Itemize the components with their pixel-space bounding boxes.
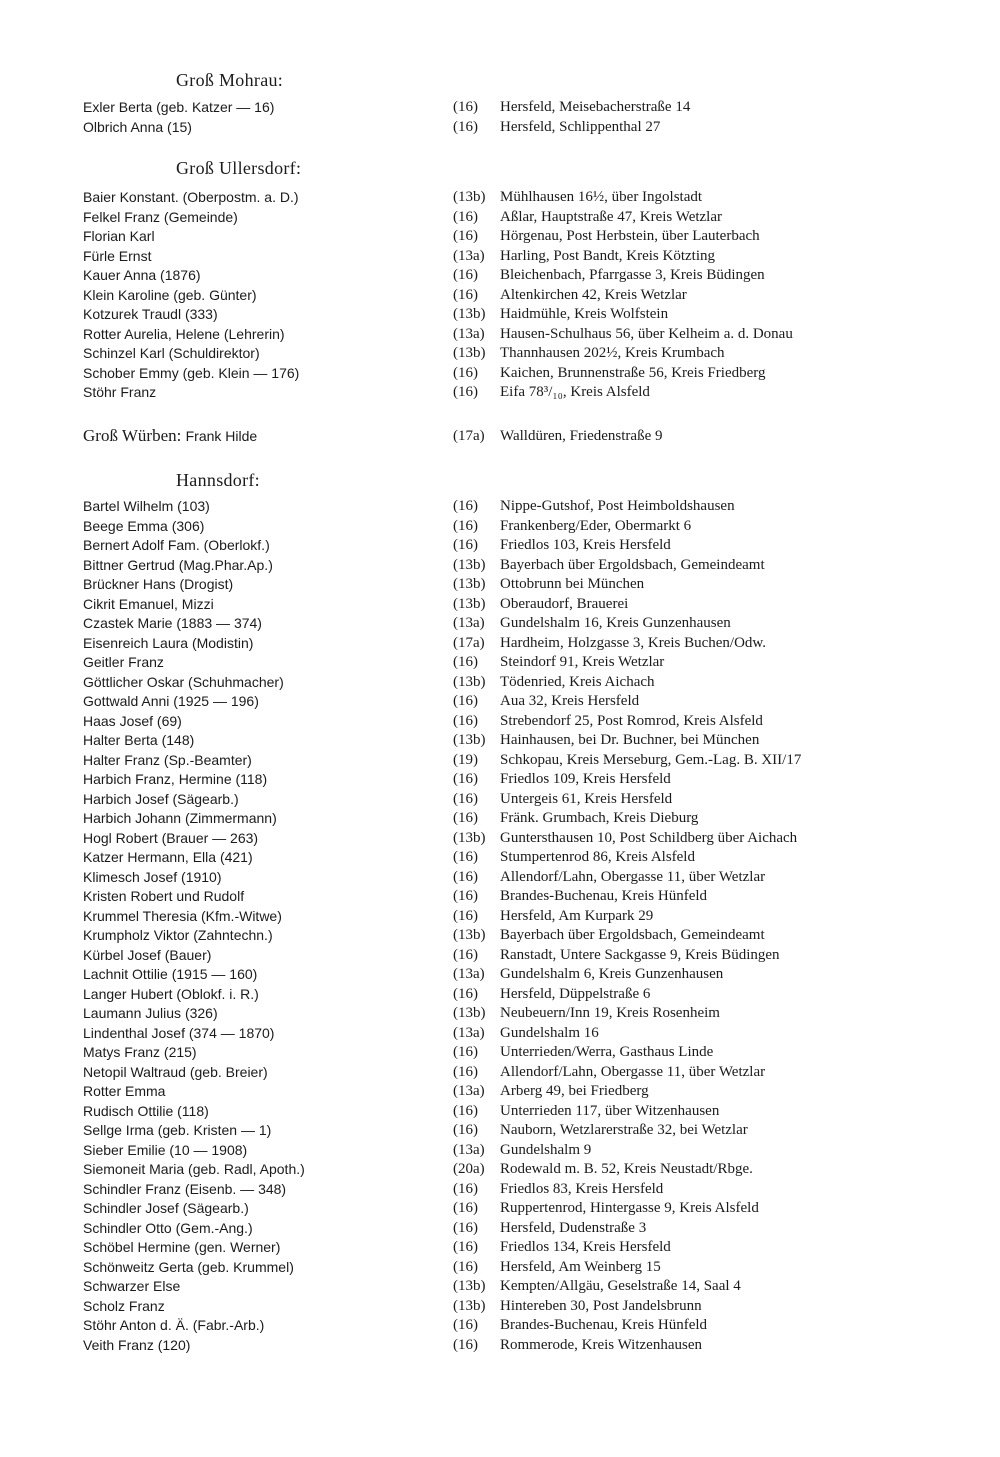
entry-address: Ruppertenrod, Hintergasse 9, Kreis Alsfeld <box>500 1200 759 1216</box>
entry-address: Nauborn, Wetzlarerstraße 32, bei Wetzlar <box>500 1122 748 1138</box>
list-item <box>0 653 1000 673</box>
entry-address: Gundelshalm 6, Kreis Gunzenhausen <box>500 966 724 982</box>
list-item <box>0 556 1000 576</box>
entry-name: Czastek Marie (1883 — 374) <box>83 615 262 631</box>
list-item <box>0 790 1000 810</box>
entry-address: Steindorf 91, Kreis Wetzlar <box>500 654 665 670</box>
entry-name: Langer Hubert (Oblokf. i. R.) <box>83 985 259 1002</box>
entry-postal-code: (13a) <box>453 325 485 342</box>
entry-address: Bleichenbach, Pfarrgasse 3, Kreis Büdingen <box>500 267 765 283</box>
entry-name: Krummel Theresia (Kfm.-Witwe) <box>83 907 282 924</box>
entry-name: Schwarzer Else <box>83 1278 181 1294</box>
section-heading-label: Groß Würben: <box>83 426 182 445</box>
entry-postal-code: (16) <box>453 364 478 381</box>
list-item <box>0 965 1000 985</box>
list-item <box>0 868 1000 888</box>
list-item <box>0 1121 1000 1141</box>
section-heading-hannsdorf: Hannsdorf: <box>176 470 260 490</box>
entry-address: Walldüren, Friedenstraße 9 <box>500 428 663 444</box>
entry-name: Klein Karoline (geb. Günter) <box>83 286 257 303</box>
list-item <box>0 926 1000 946</box>
entry-name: Siemoneit Maria (geb. Radl, Apoth.) <box>83 1161 305 1177</box>
list-item <box>0 98 1000 118</box>
entry-postal-code: (16) <box>453 1239 478 1255</box>
entry-postal-code: (13a) <box>453 1083 485 1099</box>
entry-postal-code: (16) <box>453 712 478 729</box>
entry-address: Allendorf/Lahn, Obergasse 11, über Wetzlar <box>500 1063 766 1080</box>
entry-name: Kristen Robert und Rudolf <box>83 888 245 904</box>
list-item <box>0 1316 1000 1336</box>
entry-address: Guntersthausen 10, Post Schildberg über Aichach <box>500 829 798 846</box>
entry-address: Rodewald m. B. 52, Kreis Neustadt/Rbge. <box>500 1161 753 1177</box>
entry-postal-code: (13a) <box>453 247 485 264</box>
entry-address: Schkopau, Kreis Merseburg, Gem.-Lag. B. XII/17 <box>500 751 802 768</box>
entry-address: Gundelshalm 16, Kreis Gunzenhausen <box>500 615 731 631</box>
entry-name: Gottwald Anni (1925 — 196) <box>83 693 259 709</box>
entry-postal-code: (16) <box>453 1180 478 1197</box>
entry-name: Rotter Aurelia, Helene (Lehrerin) <box>83 325 285 342</box>
entry-postal-code: (19) <box>453 751 478 768</box>
entry-name: Schöbel Hermine (gen. Werner) <box>83 1239 281 1255</box>
entry-address: Hintereben 30, Post Jandelsbrunn <box>500 1297 702 1314</box>
entry-address: Hainhausen, bei Dr. Buchner, bei München <box>500 732 760 748</box>
entry-address: Gundelshalm 9 <box>500 1141 592 1158</box>
list-item <box>0 517 1000 537</box>
entry-name: Klimesch Josef (1910) <box>83 868 222 885</box>
list-item <box>0 1043 1000 1063</box>
entry-postal-code: (13a) <box>453 1024 485 1041</box>
entry-postal-code: (17a) <box>453 634 485 651</box>
list-item <box>0 188 1000 208</box>
list-item <box>0 305 1000 325</box>
list-item <box>0 751 1000 771</box>
list-item <box>0 1219 1000 1239</box>
list-item <box>0 266 1000 286</box>
entry-name: Brückner Hans (Drogist) <box>83 576 234 592</box>
entry-postal-code: (13b) <box>453 1005 486 1021</box>
entry-address: Aßlar, Hauptstraße 47, Kreis Wetzlar <box>500 208 723 225</box>
entry-postal-code: (16) <box>453 946 478 963</box>
entry-name: Haas Josef (69) <box>83 712 182 729</box>
entry-postal-code: (16) <box>453 849 478 865</box>
entry-address: Allendorf/Lahn, Obergasse 11, über Wetzlar <box>500 868 766 885</box>
entry-name: Kauer Anna (1876) <box>83 267 201 283</box>
entry-address: Hörgenau, Post Herbstein, über Lauterbach <box>500 228 760 244</box>
list-item <box>0 364 1000 384</box>
entry-name: Matys Franz (215) <box>83 1044 197 1060</box>
list-item <box>0 1160 1000 1180</box>
list-item <box>0 692 1000 712</box>
entry-postal-code: (16) <box>453 286 478 303</box>
list-item <box>0 595 1000 615</box>
entry-postal-code: (13b) <box>453 306 486 322</box>
entry-postal-code: (16) <box>453 537 478 553</box>
entry-address: Altenkirchen 42, Kreis Wetzlar <box>500 286 687 303</box>
entry-address: Harling, Post Bandt, Kreis Kötzting <box>500 247 715 264</box>
entry-address: Friedlos 134, Kreis Hersfeld <box>500 1239 671 1255</box>
list-item <box>0 536 1000 556</box>
entry-name: Schinzel Karl (Schuldirektor) <box>83 345 260 361</box>
entry-postal-code: (16) <box>453 771 478 787</box>
entry-address: Mühlhausen 16½, über Ingolstadt <box>500 189 703 205</box>
entry-postal-code: (13b) <box>453 732 486 748</box>
list-item <box>0 614 1000 634</box>
entry-address: Unterrieden/Werra, Gasthaus Linde <box>500 1044 714 1060</box>
entry-name: Bartel Wilhelm (103) <box>83 498 210 514</box>
entry-address: Aua 32, Kreis Hersfeld <box>500 693 640 709</box>
list-item <box>0 829 1000 849</box>
list-item <box>0 497 1000 517</box>
entry-name: Frank Hilde <box>185 428 258 444</box>
entry-address: Friedlos 109, Kreis Hersfeld <box>500 771 671 787</box>
entry-name: Exler Berta (geb. Katzer — 16) <box>83 99 275 115</box>
entry-address: Hardheim, Holzgasse 3, Kreis Buchen/Odw. <box>500 634 767 651</box>
entry-address: Hersfeld, Meisebacherstraße 14 <box>500 99 691 115</box>
entry-postal-code: (13b) <box>453 595 486 612</box>
entry-name: Cikrit Emanuel, Mizzi <box>83 595 214 612</box>
entry-name: Rotter Emma <box>83 1083 166 1099</box>
entry-address: Gundelshalm 16 <box>500 1024 599 1041</box>
list-item <box>0 208 1000 228</box>
entry-address: Strebendorf 25, Post Romrod, Kreis Alsfeld <box>500 712 763 729</box>
entry-postal-code: (16) <box>453 99 478 115</box>
list-item <box>0 383 1000 403</box>
list-item <box>0 1024 1000 1044</box>
entry-address: Brandes-Buchenau, Kreis Hünfeld <box>500 1317 708 1333</box>
section-heading-gross-mohrau: Groß Mohrau: <box>176 70 284 90</box>
entry-name: Schönweitz Gerta (geb. Krummel) <box>83 1258 294 1275</box>
entry-address: Stumpertenrod 86, Kreis Alsfeld <box>500 849 695 865</box>
list-item <box>0 247 1000 267</box>
entry-postal-code: (13a) <box>453 966 485 982</box>
list-item <box>0 286 1000 306</box>
entry-address: Hersfeld, Düppelstraße 6 <box>500 985 651 1002</box>
list-item <box>0 1238 1000 1258</box>
list-item <box>0 673 1000 693</box>
entry-postal-code: (16) <box>453 1219 478 1236</box>
entry-address: Frankenberg/Eder, Obermarkt 6 <box>500 517 692 534</box>
list-item <box>0 712 1000 732</box>
entry-name: Hogl Robert (Brauer — 263) <box>83 829 259 846</box>
entry-address: Unterrieden 117, über Witzenhausen <box>500 1102 720 1119</box>
entry-name: Sieber Emilie (10 — 1908) <box>83 1141 248 1158</box>
list-item <box>0 946 1000 966</box>
entry-name: Veith Franz (120) <box>83 1336 191 1353</box>
entry-postal-code: (16) <box>453 790 478 807</box>
entry-address: Untergeis 61, Kreis Hersfeld <box>500 790 673 807</box>
entry-address: Hersfeld, Am Kurpark 29 <box>500 907 654 924</box>
entry-address: Rommerode, Kreis Witzenhausen <box>500 1336 702 1353</box>
section-heading-gross-ullersdorf: Groß Ullersdorf: <box>176 158 302 178</box>
entry-address: Bayerbach über Ergoldsbach, Gemeindeamt <box>500 556 765 573</box>
entry-address: Friedlos 103, Kreis Hersfeld <box>500 537 671 553</box>
entry-postal-code: (13b) <box>453 829 486 846</box>
list-item <box>0 575 1000 595</box>
entry-name: Bittner Gertrud (Mag.Phar.Ap.) <box>83 556 273 573</box>
entry-address: Fränk. Grumbach, Kreis Dieburg <box>500 810 699 826</box>
entry-address: Nippe-Gutshof, Post Heimboldshausen <box>500 498 735 514</box>
list-item <box>0 118 1000 138</box>
list-item <box>0 344 1000 364</box>
entry-name: Eisenreich Laura (Modistin) <box>83 634 254 651</box>
entry-name: Lachnit Ottilie (1915 — 160) <box>83 966 258 982</box>
entry-name: Beege Emma (306) <box>83 517 205 534</box>
entry-postal-code: (16) <box>453 1063 478 1080</box>
entry-postal-code: (16) <box>453 267 478 283</box>
entry-name: Laumann Julius (326) <box>83 1005 218 1021</box>
entry-postal-code: (16) <box>453 1044 478 1060</box>
list-item <box>0 1277 1000 1297</box>
entry-address: Neubeuern/Inn 19, Kreis Rosenheim <box>500 1005 720 1021</box>
entry-address: Bayerbach über Ergoldsbach, Gemeindeamt <box>500 927 765 943</box>
entry-postal-code: (13a) <box>453 1141 485 1158</box>
list-item <box>0 985 1000 1005</box>
list-item <box>0 848 1000 868</box>
entry-postal-code: (13b) <box>453 1278 486 1294</box>
entry-address: Hersfeld, Am Weinberg 15 <box>500 1258 661 1275</box>
entry-name: Lindenthal Josef (374 — 1870) <box>83 1024 275 1041</box>
entry-address: Eifa 78³/₁₀, Kreis Alsfeld <box>500 384 650 400</box>
entry-name: Harbich Johann (Zimmermann) <box>83 810 277 826</box>
entry-name: Netopil Waltraud (geb. Breier) <box>83 1063 268 1080</box>
list-item <box>0 1063 1000 1083</box>
entry-address: Hersfeld, Dudenstraße 3 <box>500 1219 647 1236</box>
entry-postal-code: (13b) <box>453 345 486 361</box>
entry-postal-code: (16) <box>453 907 478 924</box>
entry-name: Rudisch Ottilie (118) <box>83 1102 209 1119</box>
entry-name: Kotzurek Traudl (333) <box>83 306 218 322</box>
entry-name: Bernert Adolf Fam. (Oberlokf.) <box>83 537 270 553</box>
entry-address: Arberg 49, bei Friedberg <box>500 1083 649 1099</box>
entry-address: Friedlos 83, Kreis Hersfeld <box>500 1180 664 1197</box>
entry-postal-code: (16) <box>453 985 478 1002</box>
entry-postal-code: (13b) <box>453 189 486 205</box>
entry-name: Schober Emmy (geb. Klein — 176) <box>83 364 300 381</box>
entry-name: Halter Berta (148) <box>83 732 195 748</box>
entry-postal-code: (16) <box>453 1102 478 1119</box>
list-item <box>0 1004 1000 1024</box>
list-item <box>0 1102 1000 1122</box>
entry-address: Kempten/Allgäu, Geselstraße 14, Saal 4 <box>500 1278 741 1294</box>
entry-postal-code: (13b) <box>453 556 486 573</box>
list-item <box>0 770 1000 790</box>
entry-postal-code: (16) <box>453 498 478 514</box>
list-item <box>0 1199 1000 1219</box>
entry-postal-code: (13b) <box>453 576 486 592</box>
entry-name: Schindler Josef (Sägearb.) <box>83 1200 249 1216</box>
entry-address: Haidmühle, Kreis Wolfstein <box>500 306 669 322</box>
entry-postal-code: (20a) <box>453 1161 485 1177</box>
list-item <box>0 1258 1000 1278</box>
list-item <box>0 325 1000 345</box>
entry-name: Harbich Franz, Hermine (118) <box>83 771 268 787</box>
entry-postal-code: (16) <box>453 810 478 826</box>
list-item <box>0 634 1000 654</box>
entry-postal-code: (16) <box>453 1200 478 1216</box>
section-heading-gross-wuerben <box>83 426 257 446</box>
entry-name: Felkel Franz (Gemeinde) <box>83 208 238 225</box>
entry-address: Brandes-Buchenau, Kreis Hünfeld <box>500 888 708 904</box>
entry-postal-code: (17a) <box>453 428 485 444</box>
list-item <box>0 731 1000 751</box>
list-item <box>0 907 1000 927</box>
entry-postal-code: (13b) <box>453 1297 486 1314</box>
list-item <box>0 227 1000 247</box>
entry-name: Schindler Otto (Gem.-Ang.) <box>83 1219 253 1236</box>
entry-name: Baier Konstant. (Oberpostm. a. D.) <box>83 189 299 205</box>
entry-address: Kaichen, Brunnenstraße 56, Kreis Friedberg <box>500 364 766 381</box>
entry-address: Ottobrunn bei München <box>500 576 645 592</box>
entry-postal-code: (13b) <box>453 927 486 943</box>
entry-name: Krumpholz Viktor (Zahntechn.) <box>83 927 273 943</box>
entry-postal-code: (16) <box>453 1258 478 1275</box>
entry-name: Scholz Franz <box>83 1297 165 1314</box>
entry-postal-code: (16) <box>453 868 478 885</box>
list-item <box>0 809 1000 829</box>
entry-postal-code: (16) <box>453 384 478 400</box>
entry-postal-code: (16) <box>453 693 478 709</box>
entry-name: Schindler Franz (Eisenb. — 348) <box>83 1180 287 1197</box>
list-item <box>0 1141 1000 1161</box>
list-item <box>0 1082 1000 1102</box>
entry-name: Fürle Ernst <box>83 247 152 264</box>
entry-postal-code: (13a) <box>453 615 485 631</box>
entry-name: Göttlicher Oskar (Schuhmacher) <box>83 673 284 690</box>
entry-postal-code: (16) <box>453 228 478 244</box>
entry-address: Hersfeld, Schlippenthal 27 <box>500 118 661 135</box>
entry-name: Florian Karl <box>83 228 155 244</box>
list-item <box>0 1336 1000 1356</box>
entry-address: Tödenried, Kreis Aichach <box>500 673 655 690</box>
entry-address: Hausen-Schulhaus 56, über Kelheim a. d. Donau <box>500 325 793 342</box>
entry-postal-code: (16) <box>453 517 478 534</box>
entry-postal-code: (16) <box>453 1122 478 1138</box>
entry-address: Oberaudorf, Brauerei <box>500 595 629 612</box>
entry-name: Kürbel Josef (Bauer) <box>83 946 212 963</box>
entry-postal-code: (13b) <box>453 673 486 690</box>
entry-name: Harbich Josef (Sägearb.) <box>83 790 239 807</box>
entry-name: Sellge Irma (geb. Kristen — 1) <box>83 1122 272 1138</box>
entry-postal-code: (16) <box>453 1317 478 1333</box>
list-item <box>0 1297 1000 1317</box>
entry-postal-code: (16) <box>453 654 478 670</box>
entry-name: Olbrich Anna (15) <box>83 118 192 135</box>
entry-address: Thannhausen 202½, Kreis Krumbach <box>500 345 725 361</box>
entry-name: Katzer Hermann, Ella (421) <box>83 849 253 865</box>
entry-name: Halter Franz (Sp.-Beamter) <box>83 751 252 768</box>
entry-name: Stöhr Franz <box>83 384 157 400</box>
entry-address: Ranstadt, Untere Sackgasse 9, Kreis Büdingen <box>500 946 780 963</box>
entry-postal-code: (16) <box>453 888 478 904</box>
entry-postal-code: (16) <box>453 1336 478 1353</box>
entry-name: Geitler Franz <box>83 654 164 670</box>
entry-name: Stöhr Anton d. Ä. (Fabr.-Arb.) <box>83 1317 265 1333</box>
list-item <box>0 1180 1000 1200</box>
entry-postal-code: (16) <box>453 208 478 225</box>
entry-postal-code: (16) <box>453 118 478 135</box>
list-item <box>0 887 1000 907</box>
